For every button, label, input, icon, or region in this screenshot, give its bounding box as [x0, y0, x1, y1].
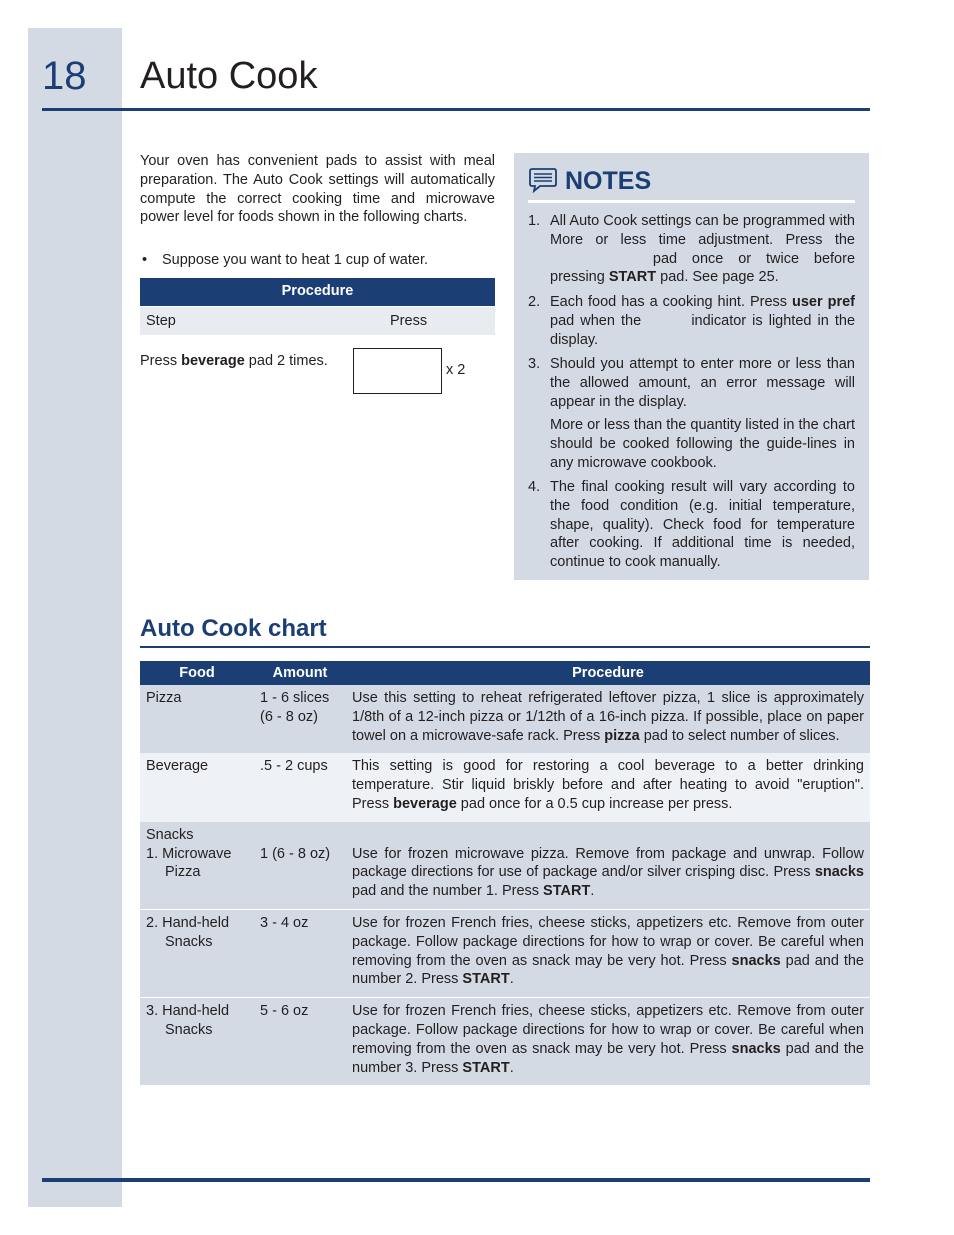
chart-title: Auto Cook chart [140, 615, 327, 642]
notes-icon [528, 167, 558, 193]
procedure-text: . [509, 1059, 514, 1076]
left-sidebar-band [28, 28, 122, 1207]
intro-paragraph: Your oven has convenient pads to assist with meal preparation. The Auto Cook settings will automatically compute the correct cooking time and microwave power level for foods shown in the following charts. [140, 153, 495, 226]
note-bold: START [608, 269, 657, 286]
food-line: Pizza [165, 864, 201, 881]
header-rule [42, 108, 870, 111]
procedure-text: pad to select number of slices. [639, 727, 840, 744]
food-cell [140, 909, 254, 997]
auto-cook-table [140, 661, 870, 1085]
note-text: pad when the [550, 312, 642, 329]
food-cell: Beverage [140, 753, 254, 821]
procedure-text: . [590, 883, 595, 900]
procedure-text: This setting is good for restoring a cool beverage to a better drinking temperature. Stir liquid briskly before and after heating to avoid "eruption". Press [352, 758, 864, 812]
procedure-bold: pizza [604, 727, 640, 744]
procedure-text: pad once for a 0.5 cup increase per press. [456, 795, 733, 812]
food-line: 1. Microwave [146, 845, 232, 862]
step-label: Step [146, 313, 176, 329]
col-amount: Amount [254, 661, 346, 685]
note-number: 3. [528, 356, 541, 372]
procedure-text: Use for frozen French fries, cheese sticks, appetizers etc. Remove from outer package. Follow package directions for how to wrap or cover. Be careful when removing from the oven as snack may be very hot. Press [352, 914, 864, 969]
note-number: 2. [528, 294, 541, 310]
procedure-text: Use for frozen microwave pizza. Remove from package and unwrap. Follow package directions for use of package and/or silver crisping disc. Press [352, 845, 864, 881]
note-text: All Auto Cook settings can be programmed with More or less time adjustment. Press the [550, 213, 855, 248]
procedure-bold: START [462, 971, 510, 988]
procedure-text: . [509, 971, 514, 988]
food-cell [140, 998, 254, 1086]
note-text: The final cooking result will vary according to the food condition (e.g. initial temperature, shape, quality). Check food for temperature after cooking. If additional time is needed, continue to cook manually. [550, 479, 855, 571]
beverage-pad-image-box [353, 348, 442, 394]
note-text: pad once or twice before pressing [550, 250, 856, 286]
procedure-text: Use for frozen French fries, cheese sticks, appetizers etc. Remove from outer package. Follow package directions for how to wrap or cover. Be careful when removing from the oven as snack may be very hot. Press [352, 1003, 864, 1057]
procedure-text: pad and the number 1. Press [352, 883, 544, 900]
table-row [140, 998, 870, 1086]
note-3 [528, 355, 855, 473]
press-label: Press [390, 313, 428, 329]
bullet-dot: • [142, 252, 148, 268]
amount-cell: 3 - 4 oz [254, 909, 346, 997]
press-count: x 2 [446, 362, 466, 378]
procedure-bold: snacks [814, 864, 864, 881]
procedure-bold: START [543, 883, 591, 900]
food-line: 3. Hand-held [146, 1003, 230, 1020]
procedure-bold: snacks [731, 952, 781, 969]
bullet-text: Suppose you want to heat 1 cup of water. [162, 252, 429, 268]
food-line: Snacks [165, 933, 213, 950]
note-4 [528, 478, 855, 572]
chart-rule [140, 646, 870, 648]
procedure-text: pad and the number 3. Press [352, 1040, 864, 1076]
amount-cell: 5 - 6 oz [254, 998, 346, 1086]
amount-line: 1 (6 - 8 oz) [260, 845, 331, 862]
notes-title: NOTES [565, 167, 652, 195]
amount-cell [254, 685, 346, 753]
amount-cell: .5 - 2 cups [254, 753, 346, 821]
procedure-bold: START [462, 1059, 510, 1076]
procedure-text: pad and the number 2. Press [352, 952, 864, 988]
notes-rule [528, 200, 855, 203]
table-row [140, 685, 870, 753]
note-2 [528, 293, 855, 349]
note-text: More or less than the quantity listed in the chart should be cooked following the guide-lines in any microwave cookbook. [550, 417, 855, 471]
step-text-prefix: Press [140, 353, 182, 369]
note-number: 4. [528, 479, 541, 495]
food-line: 2. Hand-held [146, 914, 230, 931]
food-cell [140, 822, 254, 910]
procedure-bold: snacks [731, 1040, 781, 1057]
procedure-subheader [140, 307, 495, 335]
table-row [140, 909, 870, 997]
step-text-bold: beverage [181, 353, 245, 369]
food-group: Snacks [146, 826, 194, 843]
amount-cell [254, 822, 346, 910]
procedure-cell [346, 909, 870, 997]
amount-line: 1 - 6 slices [260, 690, 330, 706]
col-food: Food [140, 661, 254, 685]
note-text: Each food has a cooking hint. Press [550, 294, 792, 310]
procedure-text: Use this setting to reheat refrigerated leftover pizza, 1 slice is approximately 1/8th of a 12-inch pizza or 1/12th of a 16-inch pizza. If possible, place on paper towel on a microwave-safe rack. Press [352, 690, 864, 744]
note-text: indicator is lighted in the display. [550, 312, 856, 348]
note-1 [528, 212, 855, 287]
procedure-heading: Procedure [140, 278, 495, 306]
page-title: Auto Cook [140, 55, 318, 97]
page-number: 18 [42, 54, 87, 98]
col-procedure: Procedure [346, 661, 870, 685]
note-text: Should you attempt to enter more or less than the allowed amount, an error message will appear in the display. [550, 356, 855, 410]
note-number: 1. [528, 213, 541, 229]
procedure-cell [346, 685, 870, 753]
note-bold: user pref [791, 294, 855, 310]
notes-panel [514, 153, 869, 580]
procedure-bold: beverage [393, 795, 457, 812]
amount-line: (6 - 8 oz) [260, 708, 319, 725]
procedure-cell [346, 998, 870, 1086]
procedure-cell [346, 753, 870, 821]
note-text: pad. See page 25. [656, 269, 779, 286]
step-text-suffix: pad 2 times. [244, 353, 328, 369]
procedure-step-text [140, 352, 330, 371]
procedure-cell [346, 822, 870, 910]
table-row [140, 822, 870, 910]
footer-rule [42, 1178, 870, 1182]
food-line: Snacks [165, 1021, 213, 1038]
food-cell: Pizza [140, 685, 254, 753]
table-row [140, 753, 870, 821]
